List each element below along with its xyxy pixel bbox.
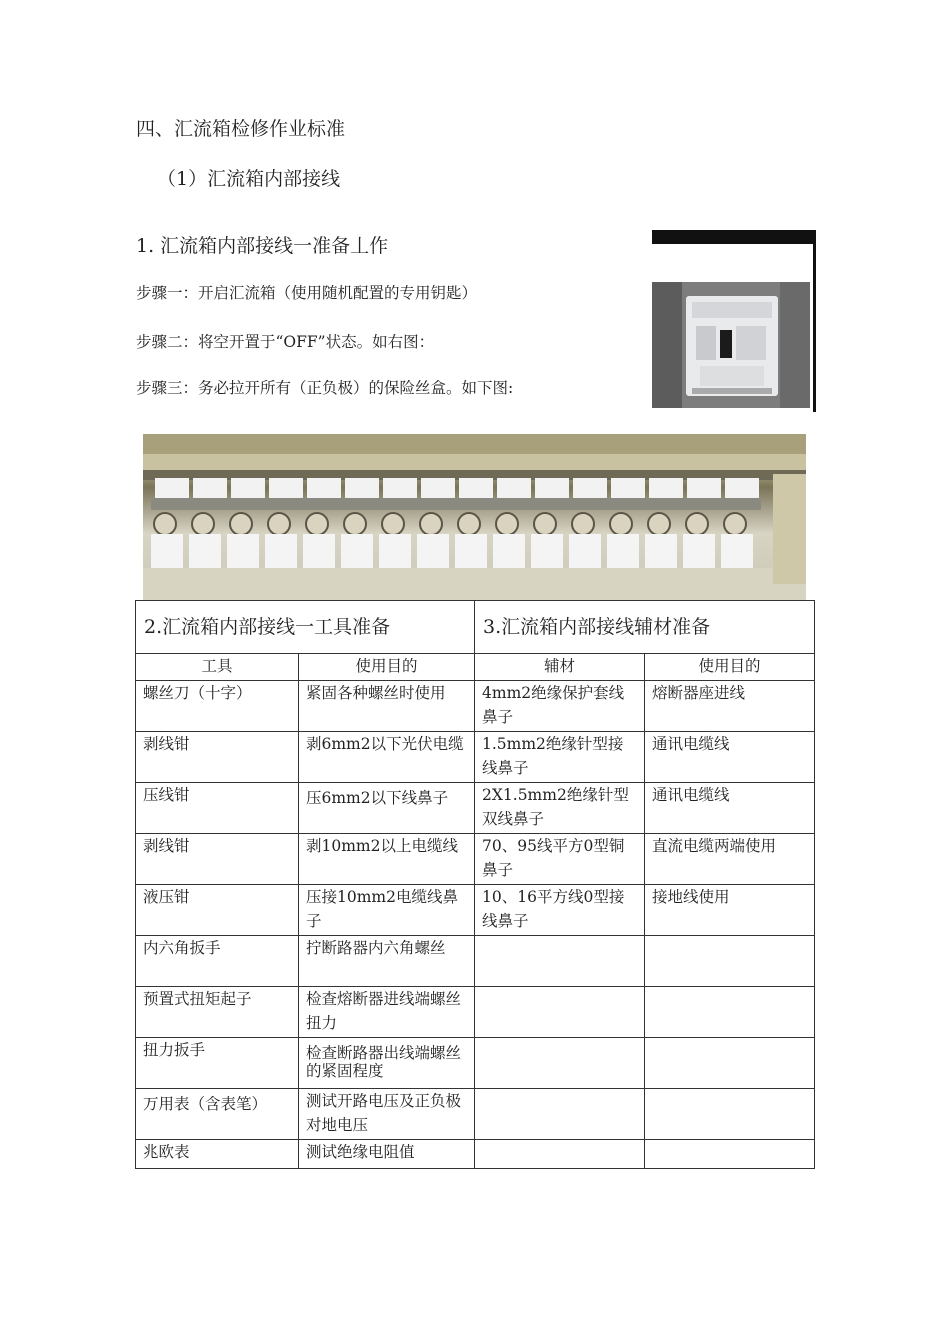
- tool-purpose-cell: 压接10mm2电缆线鼻子: [299, 885, 475, 936]
- material-purpose-cell: 接地线使用: [645, 885, 815, 936]
- section-title: 1. 汇流箱内部接线一准备丄作: [136, 235, 389, 257]
- material-purpose-cell: [645, 1089, 815, 1140]
- material-cell: [475, 1038, 645, 1089]
- tool-purpose-text: 检查断路器出线端螺丝的紧固程度: [306, 1044, 462, 1080]
- tool-cell: 内六角扳手: [136, 936, 299, 987]
- table-row: [136, 1089, 815, 1140]
- table-row: [136, 936, 815, 987]
- material-purpose-cell: 熔断器座进线: [645, 681, 815, 732]
- header-tool: 工具: [136, 654, 299, 681]
- material-purpose-cell: 直流电缆两端使用: [645, 834, 815, 885]
- tool-cell: 剥线钳: [136, 732, 299, 783]
- tools-section-title: 2.汇流箱内部接线一工具准备: [136, 601, 475, 654]
- step-2-text: 步骤二：将空开置于“OFF”状态。如右图：: [136, 333, 435, 351]
- tool-purpose-cell: [299, 1038, 475, 1089]
- table-row: [136, 834, 815, 885]
- tool-purpose-cell: 检查熔断器进线端螺丝扭力: [299, 987, 475, 1038]
- fuse-box-photo: [143, 434, 806, 600]
- material-purpose-cell: 通讯电缆线: [645, 783, 815, 834]
- table-row: [136, 1038, 815, 1089]
- material-cell: 10、16平方线0型接线鼻子: [475, 885, 645, 936]
- table-row: [136, 987, 815, 1038]
- tool-cell: 压线钳: [136, 783, 299, 834]
- step-1-text: 步骤一：开启汇流箱（使用随机配置的专用钥匙）: [136, 284, 478, 302]
- materials-section-title: 3.汇流箱内部接线辅材准备: [475, 601, 815, 654]
- material-cell: 2X1.5mm2绝缘针型双线鼻子: [475, 783, 645, 834]
- tool-cell: 液压钳: [136, 885, 299, 936]
- breaker-photo: [652, 230, 816, 412]
- tool-cell: 预置式扭矩起子: [136, 987, 299, 1038]
- tool-purpose-cell: 剥6mm2以下光伏电缆: [299, 732, 475, 783]
- tool-purpose-cell: 测试绝缘电阻值: [299, 1140, 475, 1169]
- tool-purpose-cell: [299, 783, 475, 834]
- tool-cell: 螺丝刀（十字）: [136, 681, 299, 732]
- tool-cell: 兆欧表: [136, 1140, 299, 1169]
- tool-cell: [136, 1089, 299, 1140]
- tool-purpose-cell: 测试开路电压及正负极对地电压: [299, 1089, 475, 1140]
- table-row: [136, 732, 815, 783]
- material-cell: 70、95线平方0型铜鼻子: [475, 834, 645, 885]
- material-cell: [475, 1140, 645, 1169]
- material-purpose-cell: [645, 1038, 815, 1089]
- tool-cell: 扭力扳手: [136, 1038, 299, 1089]
- material-purpose-cell: [645, 987, 815, 1038]
- material-purpose-cell: [645, 936, 815, 987]
- sub-heading: （1）汇流箱内部接线: [157, 168, 341, 190]
- material-purpose-cell: [645, 1140, 815, 1169]
- header-tool-purpose: 使用目的: [299, 654, 475, 681]
- page-heading: 四、汇流箱检修作业标准: [136, 118, 346, 140]
- table-row: [136, 681, 815, 732]
- table-row: [136, 1140, 815, 1169]
- table-row: [136, 783, 815, 834]
- tool-purpose-cell: 剥10mm2以上电缆线: [299, 834, 475, 885]
- header-material: 辅材: [475, 654, 645, 681]
- tool-purpose-text: 压6mm2以下线鼻子: [306, 789, 449, 807]
- tool-cell: 剥线钳: [136, 834, 299, 885]
- material-cell: [475, 936, 645, 987]
- material-purpose-cell: 通讯电缆线: [645, 732, 815, 783]
- material-cell: [475, 987, 645, 1038]
- material-cell: [475, 1089, 645, 1140]
- tool-purpose-cell: 拧断路器内六角螺丝: [299, 936, 475, 987]
- tool-purpose-cell: 紧固各种螺丝时使用: [299, 681, 475, 732]
- header-material-purpose: 使用目的: [645, 654, 815, 681]
- tool-text: 万用表（含表笔）: [143, 1095, 268, 1113]
- tools-materials-table: [135, 600, 815, 1169]
- material-cell: 4mm2绝缘保护套线鼻子: [475, 681, 645, 732]
- material-cell: 1.5mm2绝缘针型接线鼻子: [475, 732, 645, 783]
- table-row: [136, 885, 815, 936]
- step-3-text: 步骤三：务必拉开所有（正负极）的保险丝盒。如下图:: [136, 379, 514, 397]
